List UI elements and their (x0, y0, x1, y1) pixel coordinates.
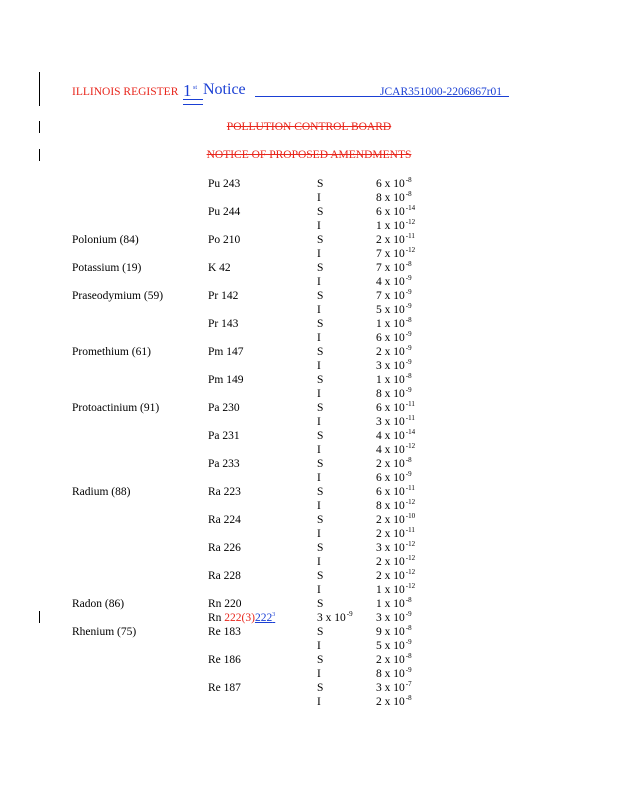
table-row (0, 443, 618, 457)
limit-exponent: -12 (405, 582, 416, 590)
limit-exponent: -9 (405, 386, 412, 394)
class-label: I (317, 304, 321, 316)
isotope-label: Rn (208, 612, 225, 624)
table-row (0, 667, 618, 681)
table-row (0, 247, 618, 261)
class-label: I (317, 696, 321, 708)
element-name: Rhenium (75) (72, 626, 137, 638)
element-name: Praseodymium (59) (72, 290, 164, 302)
limit-mantissa: 1 x 10 (376, 318, 405, 330)
isotope-label: Pu 244 (208, 206, 241, 218)
class-label: I (317, 332, 321, 344)
limit-mantissa: 1 x 10 (376, 584, 405, 596)
isotope-label: Ra 228 (208, 570, 241, 582)
class-label: I (317, 472, 321, 484)
limit-mantissa: 9 x 10 (376, 626, 405, 638)
class-cell (317, 401, 323, 415)
class-label: S (317, 346, 324, 358)
limit-mantissa: 4 x 10 (376, 430, 405, 442)
limit-exponent: -12 (405, 554, 416, 562)
limit-mantissa: 3 x 10 (376, 612, 405, 624)
limit-mantissa: 5 x 10 (376, 304, 405, 316)
limit-exponent: -12 (405, 498, 416, 506)
class-label: I (317, 640, 321, 652)
class-label: I (317, 444, 321, 456)
table-row (0, 527, 618, 541)
isotope-label: Pa 230 (208, 402, 240, 414)
table-row (0, 695, 618, 709)
limit-mantissa: 8 x 10 (376, 192, 405, 204)
class-cell (317, 457, 323, 471)
limit-exponent: -9 (405, 610, 412, 618)
class-label: S (317, 402, 324, 414)
isotope-label: Re 186 (208, 654, 241, 666)
table-row (0, 569, 618, 583)
header-number: 1 (183, 81, 192, 100)
limit-mantissa: 6 x 10 (376, 206, 405, 218)
limit-mantissa: 8 x 10 (376, 500, 405, 512)
board-title: POLLUTION CONTROL BOARD (226, 121, 392, 133)
table-row (0, 513, 618, 527)
revision-bar (39, 72, 40, 106)
class-label: I (317, 556, 321, 568)
table-row (0, 317, 618, 331)
register-name: ILLINOIS REGISTER (72, 86, 179, 98)
page-header (72, 81, 522, 104)
class-cell (317, 359, 321, 373)
class-cell (317, 485, 323, 499)
table-row (0, 303, 618, 317)
table-row (0, 485, 618, 499)
isotope-label: Ra 223 (208, 486, 241, 498)
class-cell (317, 471, 321, 485)
limit-exponent: -9 (405, 274, 412, 282)
isotope-cell (208, 513, 241, 527)
limit-mantissa: 6 x 10 (376, 178, 405, 190)
isotope-cell (208, 485, 241, 499)
limit-mantissa: 4 x 10 (376, 444, 405, 456)
class-label: I (317, 500, 321, 512)
isotope-cell (208, 289, 238, 303)
class-label: S (317, 458, 324, 470)
isotope-label: Pa 233 (208, 458, 240, 470)
class-label: I (317, 584, 321, 596)
class-cell (317, 303, 321, 317)
class-label: S (317, 430, 324, 442)
isotope-cell (208, 597, 242, 611)
element-name: Radon (86) (72, 598, 125, 610)
isotope-label: Re 187 (208, 682, 241, 694)
limit-exponent: -8 (405, 624, 412, 632)
limit-exponent: -8 (405, 456, 412, 464)
class-label: I (317, 220, 321, 232)
isotope-label: Pu 243 (208, 178, 241, 190)
class-cell (317, 555, 321, 569)
class-cell (317, 443, 321, 457)
class-cell (317, 373, 323, 387)
class-cell (317, 219, 321, 233)
table-row (0, 611, 618, 625)
limit-value (376, 695, 412, 710)
isotope-label: Ra 224 (208, 514, 241, 526)
isotope-cell (208, 317, 238, 331)
class-cell (317, 667, 321, 681)
limit-exponent: -8 (405, 176, 412, 184)
table-row (0, 177, 618, 191)
isotope-label: K 42 (208, 262, 231, 274)
limit-exponent: -9 (405, 302, 412, 310)
class-cell (317, 695, 321, 709)
class-cell (317, 583, 321, 597)
class-label: S (317, 290, 324, 302)
limit-exponent: -12 (405, 442, 416, 450)
inserted-sup: 3 (272, 612, 276, 618)
class-label: I (317, 416, 321, 428)
class-label: S (317, 542, 324, 554)
element-name: Radium (88) (72, 486, 131, 498)
limit-mantissa: 6 x 10 (376, 402, 405, 414)
limit-mantissa: 6 x 10 (376, 486, 405, 498)
notice-title: NOTICE OF PROPOSED AMENDMENTS (206, 149, 412, 161)
limit-mantissa: 2 x 10 (376, 234, 405, 246)
class-label: S (317, 262, 324, 274)
limit-exponent: -9 (405, 638, 412, 646)
class-label: I (317, 360, 321, 372)
isotope-cell (208, 177, 240, 191)
isotope-label: Po 210 (208, 234, 241, 246)
class-label: I (317, 276, 321, 288)
class-label: S (317, 234, 324, 246)
class-cell (317, 597, 323, 611)
limit-mantissa: 2 x 10 (376, 556, 405, 568)
limit-mantissa: 8 x 10 (376, 388, 405, 400)
limit-exponent: -11 (405, 400, 415, 408)
limit-mantissa: 2 x 10 (376, 346, 405, 358)
table-row (0, 471, 618, 485)
element-name: Polonium (84) (72, 234, 139, 246)
class-cell (317, 289, 323, 303)
class-label: S (317, 626, 324, 638)
class-cell (317, 527, 321, 541)
class-label: I (317, 388, 321, 400)
class-label: S (317, 598, 324, 610)
limit-mantissa: 2 x 10 (376, 514, 405, 526)
table-row (0, 597, 618, 611)
table-row (0, 555, 618, 569)
class-label: S (317, 486, 324, 498)
isotope-label: Pa 231 (208, 430, 240, 442)
table-row (0, 233, 618, 247)
class-cell (317, 499, 321, 513)
limit-exponent: -9 (405, 288, 412, 296)
isotope-cell (208, 541, 241, 555)
class-cell (317, 261, 323, 275)
element-name: Potassium (19) (72, 262, 142, 274)
class-cell (317, 331, 321, 345)
limit-mantissa: 3 x 10 (376, 682, 405, 694)
table-row (0, 205, 618, 219)
class-cell (317, 233, 323, 247)
table-row (0, 681, 618, 695)
limit-mantissa: 2 x 10 (376, 458, 405, 470)
isotope-cell (208, 457, 240, 471)
class-cell (317, 569, 323, 583)
class-label: I (317, 528, 321, 540)
limit-exponent: -9 (405, 330, 412, 338)
class-cell (317, 625, 323, 639)
table-row (0, 289, 618, 303)
class-cell (317, 177, 323, 191)
limit-exponent: -9 (405, 344, 412, 352)
limit-mantissa: 1 x 10 (376, 598, 405, 610)
class-cell (317, 513, 323, 527)
limit-exponent: -8 (405, 596, 412, 604)
limit-exponent: -9 (405, 666, 412, 674)
isotope-label: Pr 142 (208, 290, 239, 302)
limit-mantissa: 4 x 10 (376, 276, 405, 288)
isotope-cell (208, 569, 241, 583)
limit-exponent: -8 (405, 694, 412, 702)
class-label: I (317, 248, 321, 260)
table-row (0, 219, 618, 233)
class-label: S (317, 206, 324, 218)
table-row (0, 373, 618, 387)
class-label: S (317, 318, 324, 330)
limit-mantissa: 7 x 10 (376, 248, 405, 260)
isotope-cell (208, 401, 240, 415)
class-label: S (317, 654, 324, 666)
isotope-cell (208, 233, 240, 247)
class-cell (317, 639, 321, 653)
limit-mantissa: 2 x 10 (376, 570, 405, 582)
class-cell (317, 653, 323, 667)
isotope-label: Pm 149 (208, 374, 244, 386)
header-title: Notice (203, 81, 246, 98)
limit-mantissa: 2 x 10 (376, 696, 405, 708)
isotope-label: Pr 143 (208, 318, 239, 330)
limit-exponent: -11 (405, 484, 415, 492)
class-label: I (317, 192, 321, 204)
limit-exponent: -8 (405, 652, 412, 660)
class-label: S (317, 178, 324, 190)
table-row (0, 415, 618, 429)
limit-mantissa: 2 x 10 (376, 528, 405, 540)
limit-exponent: -8 (405, 372, 412, 380)
class-label: S (317, 374, 324, 386)
limit-exponent: -9 (405, 358, 412, 366)
limit-exponent: -14 (405, 204, 416, 212)
isotope-cell (208, 345, 243, 359)
limit-mantissa: 1 x 10 (376, 220, 405, 232)
table-row (0, 331, 618, 345)
isotope-cell (208, 625, 241, 639)
limit-exponent: -11 (405, 526, 415, 534)
header-number-sup: st (193, 85, 198, 91)
limit-exponent: -8 (405, 190, 412, 198)
class-cell (317, 541, 323, 555)
element-name: Promethium (61) (72, 346, 151, 358)
class-cell (317, 205, 323, 219)
table-row (0, 359, 618, 373)
limit-exponent: -14 (405, 428, 416, 436)
limit-exponent: -8 (405, 260, 412, 268)
table-row (0, 261, 618, 275)
table-row (0, 401, 618, 415)
isotope-cell (208, 261, 231, 275)
isotope-label: Pm 147 (208, 346, 244, 358)
class-cell (317, 681, 323, 695)
table-row (0, 387, 618, 401)
class-cell (317, 275, 321, 289)
class-label: S (317, 570, 324, 582)
limit-exponent: -8 (405, 316, 412, 324)
class-cell (317, 415, 321, 429)
isotope-cell (208, 681, 241, 695)
limit-mantissa: 3 x 10 (376, 360, 405, 372)
limit-mantissa: 8 x 10 (376, 668, 405, 680)
limit-exponent: -11 (405, 414, 415, 422)
class-label: S (317, 682, 324, 694)
table-row (0, 457, 618, 471)
limit-mantissa: 3 x 10 (376, 542, 405, 554)
class-cell (317, 429, 323, 443)
class-cell (317, 387, 321, 401)
table-row (0, 499, 618, 513)
isotope-label: Ra 226 (208, 542, 241, 554)
table-row (0, 639, 618, 653)
limit-exponent: -7 (405, 680, 412, 688)
limit-mantissa: 7 x 10 (376, 290, 405, 302)
limit-mantissa: 5 x 10 (376, 640, 405, 652)
isotope-cell (208, 373, 243, 387)
class-cell (317, 345, 323, 359)
limit-exponent: -11 (405, 232, 415, 240)
limit-mantissa: 6 x 10 (376, 332, 405, 344)
limit-mantissa: 7 x 10 (376, 262, 405, 274)
class-cell (317, 611, 353, 626)
limit-exponent: -12 (405, 246, 416, 254)
class-label: S (317, 514, 324, 526)
limit-exponent: -9 (405, 470, 412, 478)
limit-mantissa: 3 x 10 (376, 416, 405, 428)
class-exponent: -9 (346, 610, 353, 618)
table-row (0, 191, 618, 205)
isotope-cell (208, 429, 240, 443)
table-row (0, 625, 618, 639)
table-row (0, 429, 618, 443)
isotope-label: Rn 220 (208, 598, 242, 610)
element-name: Protoactinium (91) (72, 402, 160, 414)
inserted-text (255, 612, 275, 624)
isotope-cell (208, 205, 240, 219)
header-doc-id: JCAR351000-2206867r01 (380, 86, 503, 98)
table-row (0, 345, 618, 359)
table-row (0, 275, 618, 289)
limit-exponent: -12 (405, 218, 416, 226)
header-double-rule (183, 99, 203, 105)
class-label: I (317, 668, 321, 680)
limit-exponent: -10 (405, 512, 416, 520)
limit-mantissa: 6 x 10 (376, 472, 405, 484)
class-label: 3 x 10 (317, 612, 346, 624)
limit-exponent: -12 (405, 540, 416, 548)
isotope-cell (208, 653, 241, 667)
class-cell (317, 317, 323, 331)
class-cell (317, 191, 321, 205)
limit-mantissa: 2 x 10 (376, 654, 405, 666)
table-row (0, 653, 618, 667)
table-row (0, 541, 618, 555)
deleted-text: 222(3) (224, 612, 255, 624)
inserted-number: 222 (254, 612, 273, 624)
isotope-label: Re 183 (208, 626, 241, 638)
table-row (0, 583, 618, 597)
class-cell (317, 247, 321, 261)
limit-exponent: -12 (405, 568, 416, 576)
limit-mantissa: 1 x 10 (376, 374, 405, 386)
